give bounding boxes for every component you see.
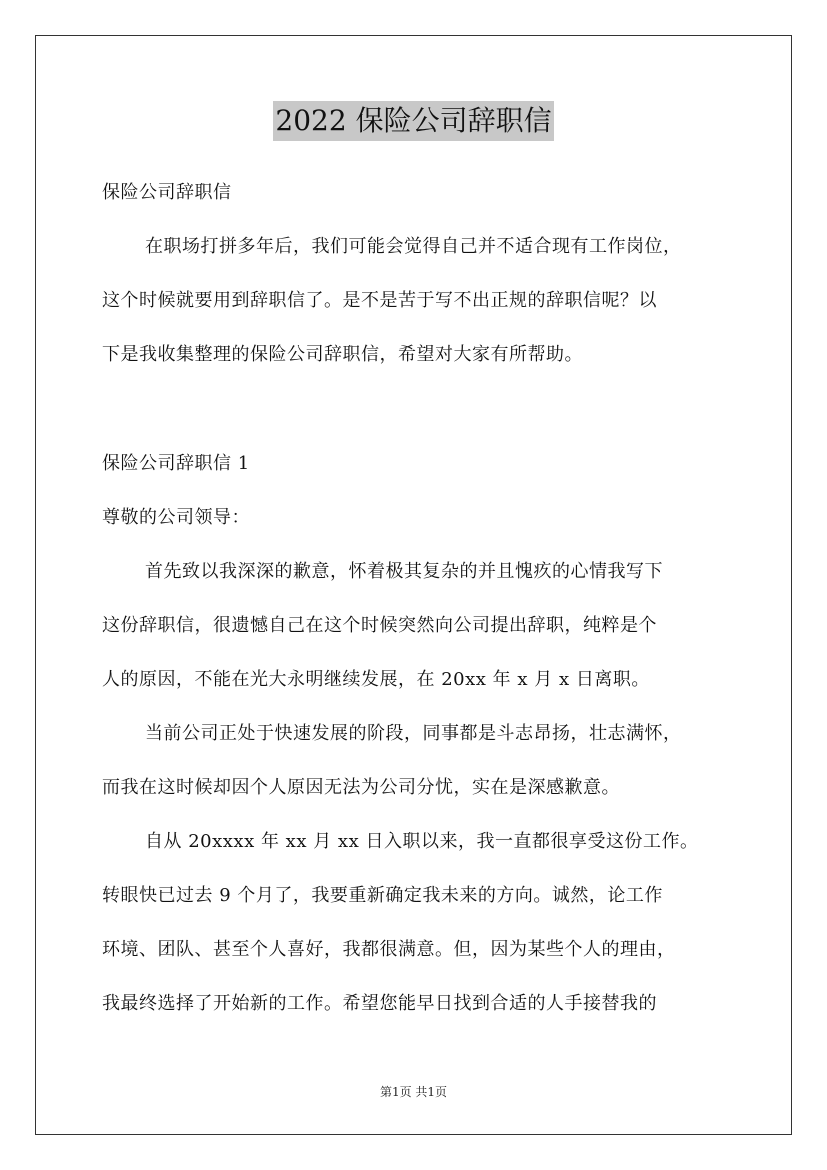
para3-line-1: 自从 20xxxx 年 xx 月 xx 日入职以来，我一直都很享受这份工作。 (145, 831, 699, 852)
para2-line-1: 当前公司正处于快速发展的阶段，同事都是斗志昂扬，壮志满怀， (145, 723, 682, 744)
title-container (0, 101, 827, 141)
salutation: 尊敬的公司领导： (102, 507, 250, 528)
page-number: 第1页 共1页 (379, 1085, 448, 1099)
subtitle: 保险公司辞职信 (102, 182, 232, 203)
intro-line-1: 在职场打拼多年后，我们可能会觉得自己并不适合现有工作岗位， (145, 236, 682, 257)
para1-line-1: 首先致以我深深的歉意，怀着极其复杂的并且愧疚的心情我写下 (145, 561, 663, 582)
para3-line-2: 转眼快已过去 9 个月了，我要重新确定我未来的方向。诚然，论工作 (102, 885, 663, 906)
para1-line-3: 人的原因，不能在光大永明继续发展，在 20xx 年 x 月 x 日离职。 (102, 669, 650, 690)
para3-line-4: 我最终选择了开始新的工作。希望您能早日找到合适的人手接替我的 (102, 993, 657, 1014)
intro-line-3: 下是我收集整理的保险公司辞职信，希望对大家有所帮助。 (102, 344, 583, 365)
intro-line-2: 这个时候就要用到辞职信了。是不是苦于写不出正规的辞职信呢？以 (102, 290, 657, 311)
document-title: 2022 保险公司辞职信 (273, 101, 553, 141)
para1-line-2: 这份辞职信，很遗憾自己在这个时候突然向公司提出辞职，纯粹是个 (102, 615, 657, 636)
para3-line-3: 环境、团队、甚至个人喜好，我都很满意。但，因为某些个人的理由， (102, 939, 676, 960)
section-heading: 保险公司辞职信 1 (102, 453, 250, 474)
para2-line-2: 而我在这时候却因个人原因无法为公司分忧，实在是深感歉意。 (102, 777, 620, 798)
